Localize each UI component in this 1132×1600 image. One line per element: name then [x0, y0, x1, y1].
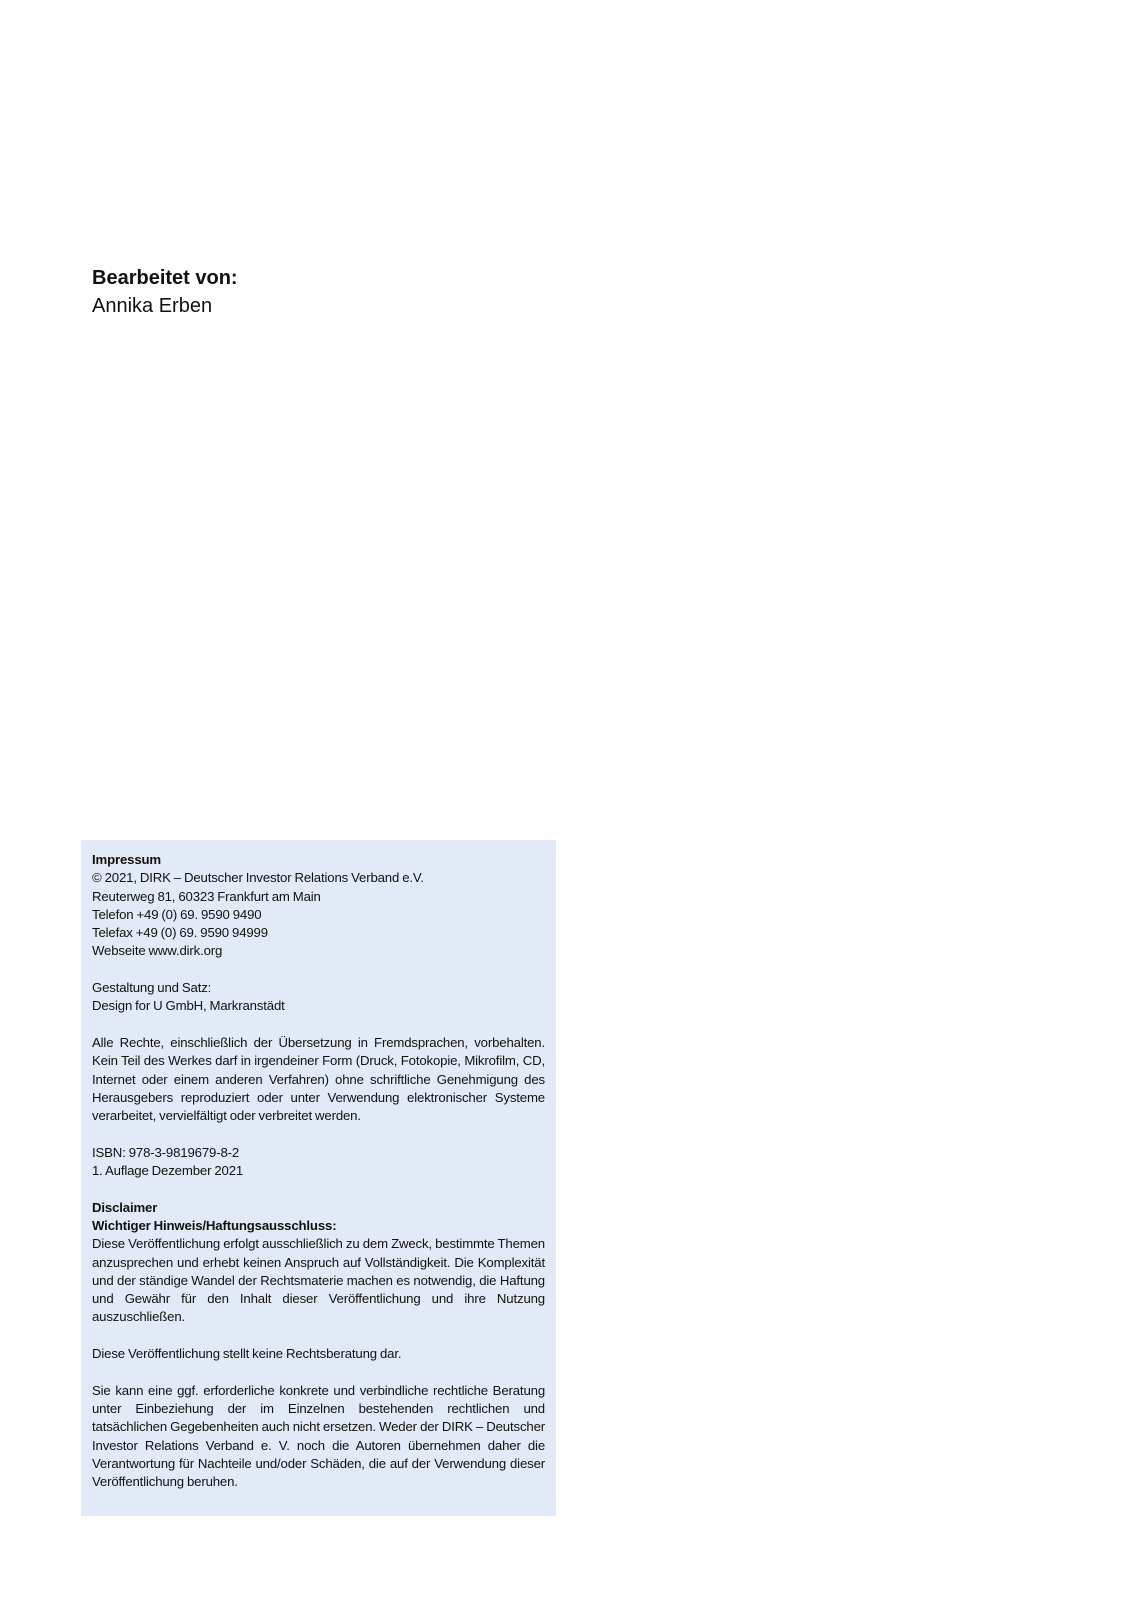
spacer	[92, 961, 545, 979]
imprint-copyright: © 2021, DIRK – Deutscher Investor Relations Verband e.V.	[92, 870, 424, 886]
design-label: Gestaltung und Satz:	[92, 980, 212, 996]
spacer	[92, 1327, 545, 1345]
edition: 1. Auflage Dezember 2021	[92, 1163, 244, 1179]
isbn: ISBN: 978-3-9819679-8-2	[92, 1144, 240, 1160]
editor-heading: Bearbeitet von:	[92, 267, 238, 289]
disclaimer-paragraph-2: Diese Veröffentlichung stellt keine Rechtsberatung dar.	[92, 1346, 402, 1362]
disclaimer-paragraph-3: Sie kann eine ggf. erforderliche konkrete und verbindliche rechtliche Beratung unter Einbeziehung der im Einzelnen bestehenden rechtlichen und tatsächlichen Gegebenheiten auch nicht ersetzen. Weder der DIRK – Deutscher Investor Relations Verband e. V. noch die Autoren übernehmen daher die Verantwortung für Nachteile und/oder Schäden, die auf der Verwendung dieser Veröffentlichung beruhen.	[92, 1382, 545, 1490]
disclaimer-subtitle: Wichtiger Hinweis/Haftungsausschluss:	[92, 1217, 337, 1233]
spacer	[92, 1016, 545, 1034]
imprint-title: Impressum	[92, 852, 162, 867]
disclaimer-paragraph-1: Diese Veröffentlichung erfolgt ausschließlich zu dem Zweck, bestimmte Themen anzusprechen und erhebt keinen Anspruch auf Vollständigkeit. Die Komplexität und der ständige Wandel der Rechtsmaterie machen es notwendig, die Haftung und Gewähr für den Inhalt dieser Veröffentlichung und ihre Nutzung auszuschließen.	[92, 1236, 545, 1325]
editor-credit	[92, 264, 592, 320]
imprint-fax: Telefax +49 (0) 69. 9590 94999	[92, 925, 268, 941]
rights-paragraph: Alle Rechte, einschließlich der Übersetzung in Fremdsprachen, vorbehalten. Kein Teil des Werkes darf in irgendeiner Form (Druck, Fotokopie, Mikrofilm, CD, Internet oder einem anderen Verfahren) ohne schriftliche Genehmigung des Herausgebers reproduziert oder unter Verwendung elektronischer Systeme verarbeitet, vervielfältigt oder verbreitet werden.	[92, 1034, 545, 1124]
editor-name: Annika Erben	[92, 295, 213, 317]
imprint-address: Reuterweg 81, 60323 Frankfurt am Main	[92, 888, 321, 904]
imprint-phone: Telefon +49 (0) 69. 9590 9490	[92, 906, 262, 922]
imprint-website: Webseite www.dirk.org	[92, 943, 223, 959]
spacer	[92, 1125, 545, 1143]
design-value: Design for U GmbH, Markranstädt	[92, 998, 285, 1014]
disclaimer-title: Disclaimer	[92, 1199, 158, 1215]
spacer	[92, 1180, 545, 1198]
imprint-box	[81, 840, 556, 1516]
spacer	[92, 1363, 545, 1381]
